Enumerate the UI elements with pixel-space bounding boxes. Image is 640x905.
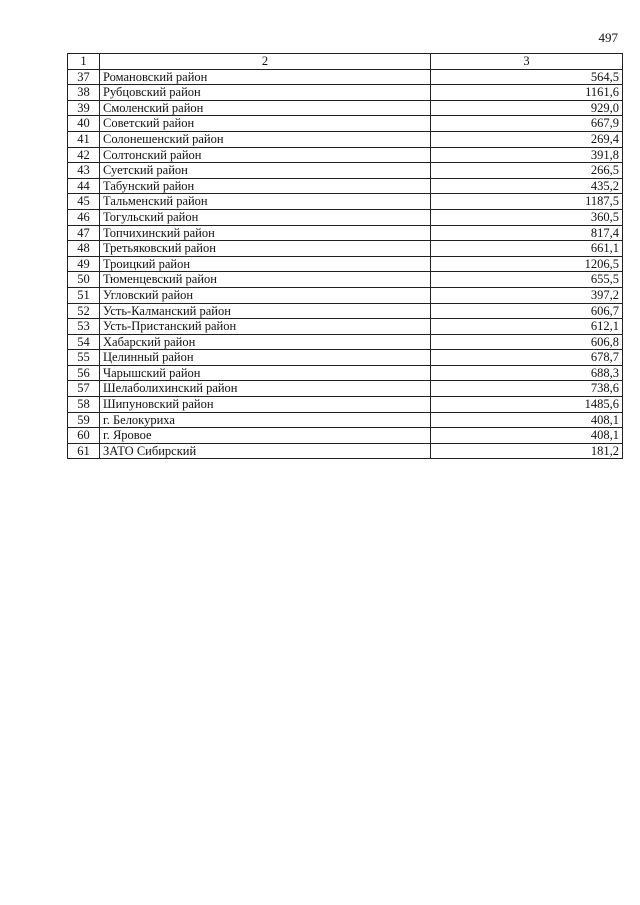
row-value-cell: 408,1 — [431, 412, 623, 428]
row-value-cell: 667,9 — [431, 116, 623, 132]
row-value-cell: 435,2 — [431, 178, 623, 194]
table-row — [68, 428, 623, 444]
row-number-cell: 37 — [68, 69, 100, 85]
row-value-cell: 1206,5 — [431, 256, 623, 272]
table-row — [68, 256, 623, 272]
table-row — [68, 225, 623, 241]
row-name-cell: Солонешенский район — [100, 131, 431, 147]
column-header-name: 2 — [100, 54, 431, 70]
table-body — [68, 69, 623, 459]
row-number-cell: 51 — [68, 287, 100, 303]
table-row — [68, 100, 623, 116]
row-name-cell: Топчихинский район — [100, 225, 431, 241]
table-row — [68, 163, 623, 179]
row-number-cell: 59 — [68, 412, 100, 428]
table-row — [68, 365, 623, 381]
table-row — [68, 412, 623, 428]
row-name-cell: Романовский район — [100, 69, 431, 85]
row-number-cell: 39 — [68, 100, 100, 116]
table-row — [68, 116, 623, 132]
row-number-cell: 60 — [68, 428, 100, 444]
row-value-cell: 661,1 — [431, 241, 623, 257]
row-value-cell: 606,7 — [431, 303, 623, 319]
row-name-cell: Хабарский район — [100, 334, 431, 350]
row-value-cell: 1161,6 — [431, 85, 623, 101]
row-name-cell: г. Белокуриха — [100, 412, 431, 428]
table-row — [68, 397, 623, 413]
table-row — [68, 85, 623, 101]
row-name-cell: Рубцовский район — [100, 85, 431, 101]
row-number-cell: 44 — [68, 178, 100, 194]
row-value-cell: 678,7 — [431, 350, 623, 366]
row-value-cell: 738,6 — [431, 381, 623, 397]
row-name-cell: Шелаболихинский район — [100, 381, 431, 397]
row-number-cell: 43 — [68, 163, 100, 179]
row-name-cell: ЗАТО Сибирский — [100, 443, 431, 459]
row-name-cell: Табунский район — [100, 178, 431, 194]
row-value-cell: 269,4 — [431, 131, 623, 147]
column-header-number: 1 — [68, 54, 100, 70]
data-table — [67, 53, 623, 459]
table-row — [68, 131, 623, 147]
table-row — [68, 381, 623, 397]
table-row — [68, 443, 623, 459]
row-number-cell: 47 — [68, 225, 100, 241]
row-value-cell: 612,1 — [431, 319, 623, 335]
row-name-cell: Тогульский район — [100, 209, 431, 225]
row-number-cell: 54 — [68, 334, 100, 350]
row-value-cell: 360,5 — [431, 209, 623, 225]
table-row — [68, 147, 623, 163]
row-value-cell: 688,3 — [431, 365, 623, 381]
row-name-cell: Суетский район — [100, 163, 431, 179]
table-header-row — [68, 54, 623, 70]
row-name-cell: Тальменский район — [100, 194, 431, 210]
table-row — [68, 241, 623, 257]
table-row — [68, 209, 623, 225]
row-number-cell: 41 — [68, 131, 100, 147]
row-number-cell: 52 — [68, 303, 100, 319]
row-name-cell: Советский район — [100, 116, 431, 132]
row-name-cell: Целинный район — [100, 350, 431, 366]
table-row — [68, 303, 623, 319]
row-name-cell: Солтонский район — [100, 147, 431, 163]
row-number-cell: 50 — [68, 272, 100, 288]
row-name-cell: Усть-Пристанский район — [100, 319, 431, 335]
row-number-cell: 38 — [68, 85, 100, 101]
row-value-cell: 817,4 — [431, 225, 623, 241]
row-number-cell: 58 — [68, 397, 100, 413]
row-number-cell: 48 — [68, 241, 100, 257]
row-number-cell: 46 — [68, 209, 100, 225]
table-row — [68, 350, 623, 366]
row-name-cell: Чарышский район — [100, 365, 431, 381]
row-number-cell: 57 — [68, 381, 100, 397]
page-number: 497 — [598, 30, 618, 45]
row-name-cell: Шипуновский район — [100, 397, 431, 413]
row-value-cell: 564,5 — [431, 69, 623, 85]
table-row — [68, 287, 623, 303]
table-row — [68, 334, 623, 350]
table-row — [68, 178, 623, 194]
row-value-cell: 655,5 — [431, 272, 623, 288]
row-number-cell: 53 — [68, 319, 100, 335]
row-value-cell: 929,0 — [431, 100, 623, 116]
row-value-cell: 397,2 — [431, 287, 623, 303]
row-name-cell: Тюменцевский район — [100, 272, 431, 288]
row-value-cell: 1187,5 — [431, 194, 623, 210]
row-name-cell: г. Яровое — [100, 428, 431, 444]
table-row — [68, 319, 623, 335]
row-value-cell: 408,1 — [431, 428, 623, 444]
row-number-cell: 42 — [68, 147, 100, 163]
table-row — [68, 272, 623, 288]
row-name-cell: Троицкий район — [100, 256, 431, 272]
column-header-value: 3 — [431, 54, 623, 70]
row-number-cell: 49 — [68, 256, 100, 272]
row-name-cell: Угловский район — [100, 287, 431, 303]
row-name-cell: Смоленский район — [100, 100, 431, 116]
table-row — [68, 194, 623, 210]
row-value-cell: 181,2 — [431, 443, 623, 459]
row-number-cell: 45 — [68, 194, 100, 210]
row-name-cell: Усть-Калманский район — [100, 303, 431, 319]
row-number-cell: 40 — [68, 116, 100, 132]
row-value-cell: 266,5 — [431, 163, 623, 179]
row-value-cell: 391,8 — [431, 147, 623, 163]
row-value-cell: 606,8 — [431, 334, 623, 350]
row-number-cell: 61 — [68, 443, 100, 459]
row-number-cell: 55 — [68, 350, 100, 366]
row-name-cell: Третьяковский район — [100, 241, 431, 257]
row-number-cell: 56 — [68, 365, 100, 381]
row-value-cell: 1485,6 — [431, 397, 623, 413]
table-row — [68, 69, 623, 85]
